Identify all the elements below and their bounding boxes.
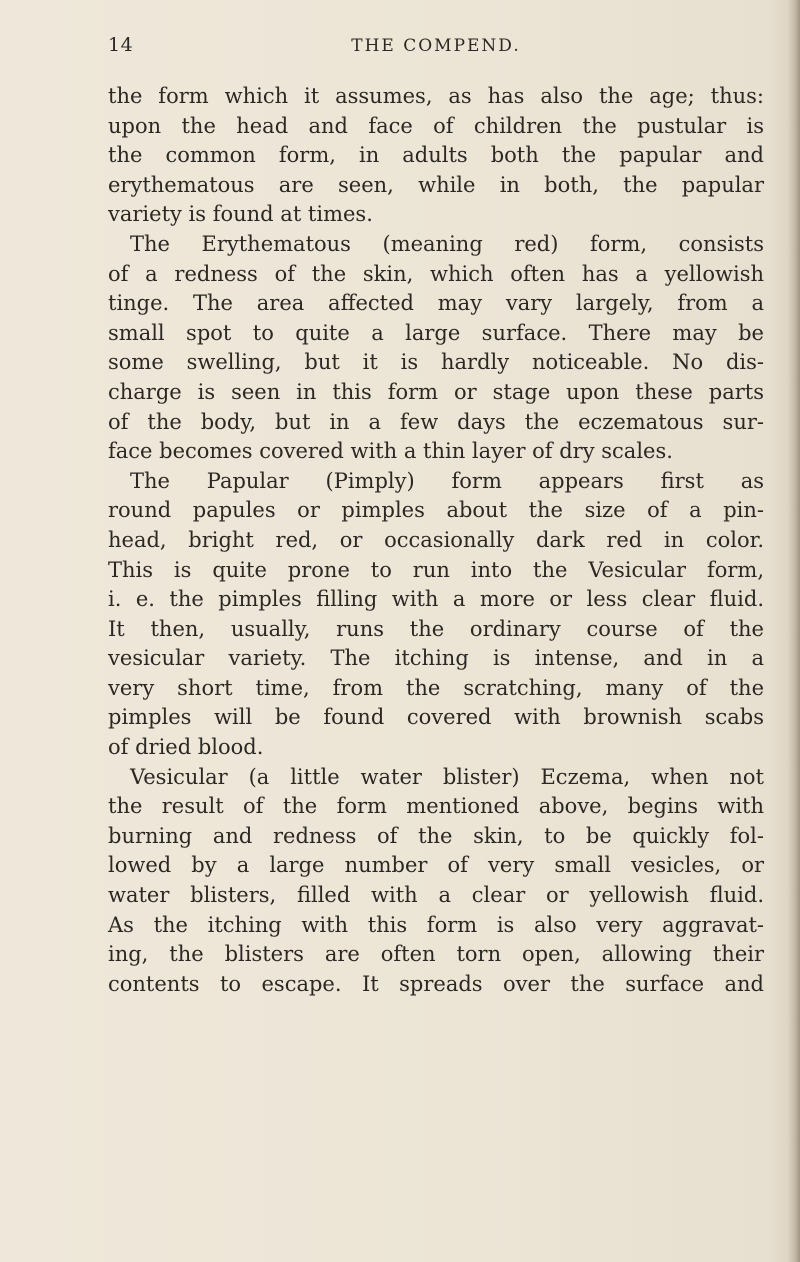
paragraph-intro xyxy=(108,82,764,230)
text-line: The Papular (Pimply) form appears first as xyxy=(130,468,764,493)
text-line: erythematous are seen, while in both, the papular xyxy=(108,172,764,197)
text-line: upon the head and face of children the pustular is xyxy=(108,113,764,138)
text-line: of dried blood. xyxy=(108,735,264,760)
text-line: charge is seen in this form or stage upon these parts xyxy=(108,379,764,404)
text-line: pimples will be found covered with brownish scabs xyxy=(108,705,764,730)
text-line: the common form, in adults both the papular and xyxy=(108,143,764,168)
text-line: of a redness of the skin, which often has a yellowish xyxy=(108,261,764,286)
text-line: the form which it assumes, as has also the age; thus: xyxy=(108,84,764,108)
text-line: the result of the form mentioned above, begins with xyxy=(108,794,764,819)
page-edge-shadow xyxy=(788,0,800,1262)
text-line: burning and redness of the skin, to be quickly fol- xyxy=(108,823,764,848)
text-line: As the itching with this form is also very aggravat- xyxy=(108,912,764,937)
text-line: round papules or pimples about the size of a pin- xyxy=(108,498,764,523)
running-head: THE COMPEND. xyxy=(351,36,521,56)
page-number: 14 xyxy=(108,34,134,56)
text-line: The Erythematous (meaning red) form, consists xyxy=(130,231,764,256)
text-line: contents to escape. It spreads over the surface and xyxy=(108,971,764,996)
text-line: tinge. The area affected may vary largely, from a xyxy=(108,291,764,316)
text-line: i. e. the pimples filling with a more or less clear fluid. xyxy=(108,587,764,612)
text-line: This is quite prone to run into the Vesicular form, xyxy=(108,557,764,582)
page-header xyxy=(108,34,764,66)
text-line: very short time, from the scratching, many of the xyxy=(108,675,764,700)
paragraph-vesicular xyxy=(108,763,764,1000)
text-line: ing, the blisters are often torn open, allowing their xyxy=(108,942,764,967)
text-line: lowed by a large number of very small vesicles, or xyxy=(108,853,764,878)
text-line: variety is found at times. xyxy=(108,202,373,227)
text-line: water blisters, filled with a clear or yellowish fluid. xyxy=(108,883,764,908)
text-line: head, bright red, or occasionally dark red in color. xyxy=(108,527,764,552)
paragraph-papular xyxy=(108,467,764,763)
text-line: It then, usually, runs the ordinary course of the xyxy=(108,616,764,641)
text-line: vesicular variety. The itching is intense, and in a xyxy=(108,646,764,671)
text-line: small spot to quite a large surface. There may be xyxy=(108,320,764,345)
paragraph-erythematous xyxy=(108,230,764,467)
text-line: some swelling, but it is hardly noticeable. No dis- xyxy=(108,350,764,375)
text-line: Vesicular (a little water blister) Eczema, when not xyxy=(130,764,764,789)
body-text xyxy=(108,82,764,999)
text-line: face becomes covered with a thin layer of dry scales. xyxy=(108,439,673,464)
text-line: of the body, but in a few days the eczematous sur- xyxy=(108,409,764,434)
